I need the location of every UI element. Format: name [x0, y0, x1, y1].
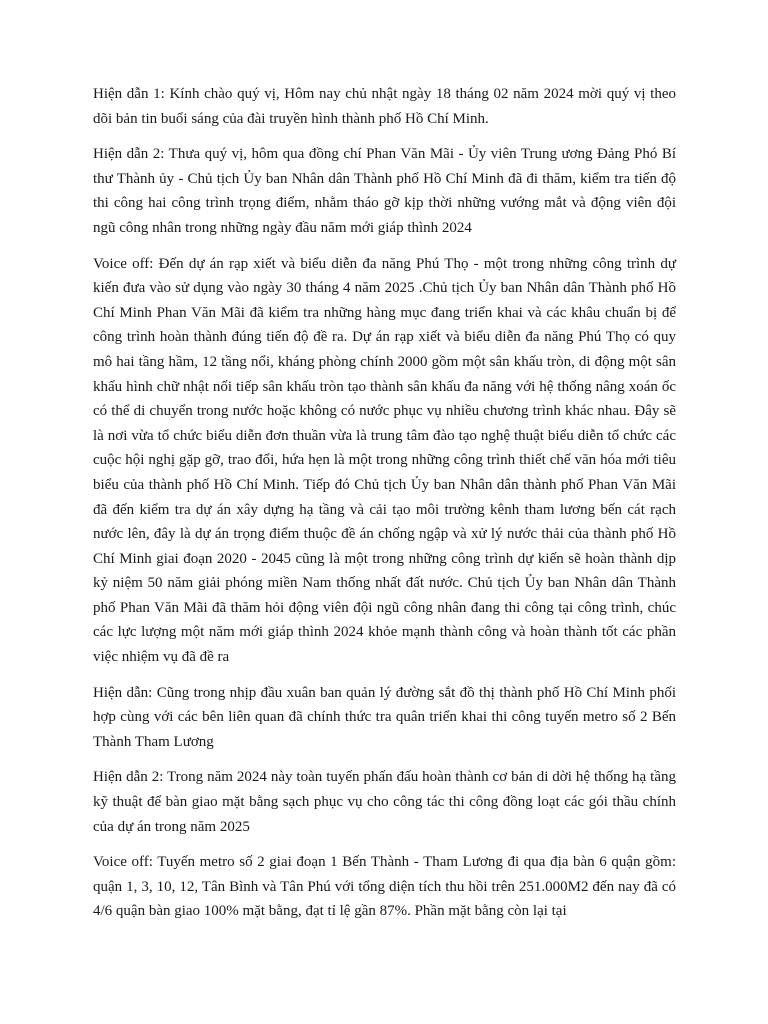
- paragraph-voice-off-2: Voice off: Tuyến metro số 2 giai đoạn 1 Bến Thành - Tham Lương đi qua địa bàn 6 quận gồm: quận 1, 3, 10, 12, Tân Bình và Tân Phú với tổng diện tích thu hồi trên 251.000M2 đến nay đã có 4/6 quận bàn giao 100% mặt bằng, đạt tỉ lệ gần 87%. Phần mặt bằng còn lại tại: [93, 854, 676, 920]
- paragraph-host-intro-3: Hiện dẫn: Cũng trong nhịp đầu xuân ban quản lý đường sắt đồ thị thành phố Hồ Chí Minh phối hợp cùng với các bên liên quan đã chính thức tra quân triển khai thi công tuyến metro số 2 Bến Thành Tham Lương: [93, 684, 676, 750]
- paragraph-host-intro-2: Hiện dẫn 2: Thưa quý vị, hôm qua đồng chí Phan Văn Mãi - Ủy viên Trung ương Đảng Phó Bí thư Thành ủy - Chủ tịch Ủy ban Nhân dân Thành phố Hồ Chí Minh đã đi thăm, kiểm tra tiến độ thi công hai công trình trọng điểm, nhằm tháo gỡ kịp thời những vướng mắt và động viên đội ngũ công nhân trong những ngày đầu năm mới giáp thình 2024: [93, 146, 676, 236]
- paragraph-host-intro-4: Hiện dẫn 2: Trong năm 2024 này toàn tuyến phấn đấu hoàn thành cơ bản di dời hệ thống hạ tầng kỹ thuật để bàn giao mặt bằng sạch phục vụ cho công tác thi công đồng loạt các gói thầu chính của dự án trong năm 2025: [93, 769, 676, 835]
- paragraph-voice-off-1: Voice off: Đến dự án rạp xiết và biểu diễn đa năng Phú Thọ - một trong những công trình dự kiến đưa vào sử dụng vào ngày 30 tháng 4 năm 2025 .Chủ tịch Ủy ban Nhân dân Thành phố Hồ Chí Minh Phan Văn Mãi đã kiểm tra những hàng mục đang triển khai và các khâu chuẩn bị để công trình hoàn thành đúng tiến độ đề ra. Dự án rạp xiết và biểu diễn đa năng Phú Thọ có quy mô hai tầng hầm, 12 tầng nổi, kháng phòng chính 2000 gồm một sân khấu tròn, di động một sân khấu hình chữ nhật nối tiếp sân khấu tròn tạo thành sân khấu đa năng với hệ thống nâng xoán ốc có thể di chuyển trong nước hoặc không có nước phục vụ nhiều chương trình khác nhau. Đây sẽ là nơi vừa tổ chức biểu diễn đơn thuần vừa là trung tâm đào tạo nghệ thuật biểu diễn tổ chức các cuộc hội nghị gặp gỡ, trao đổi, hứa hẹn là một trong những công trình thiết chế văn hóa mới tiêu biểu của thành phố Hồ Chí Minh. Tiếp đó Chủ tịch Ủy ban Nhân dân thành phố Phan Văn Mãi đã đến kiểm tra dự án xây dựng hạ tầng và cải tạo môi trường kênh tham lương bến cát rạch nước lên, đây là dự án trọng điểm thuộc đề án chống ngập và xử lý nước thải của thành phố Hồ Chí Minh giai đoạn 2020 - 2045 cũng là một trong những công trình dự kiến sẽ hoàn thành dịp kỷ niệm 50 năm giải phóng miền Nam thống nhất đất nước. Chủ tịch Ủy ban Nhân dân Thành phố Phan Văn Mãi đã thăm hỏi động viên đội ngũ công nhân đang thi công tại công trình, chúc các lực lượng một năm mới giáp thình 2024 khỏe mạnh thành công và hoàn thành tốt các phần việc nhiệm vụ đã đề ra: [93, 255, 676, 666]
- paragraph-host-intro-1: Hiện dẫn 1: Kính chào quý vị, Hôm nay chủ nhật ngày 18 tháng 02 năm 2024 mời quý vị theo dõi bản tin buổi sáng của đài truyền hình thành phố Hồ Chí Minh.: [93, 86, 676, 127]
